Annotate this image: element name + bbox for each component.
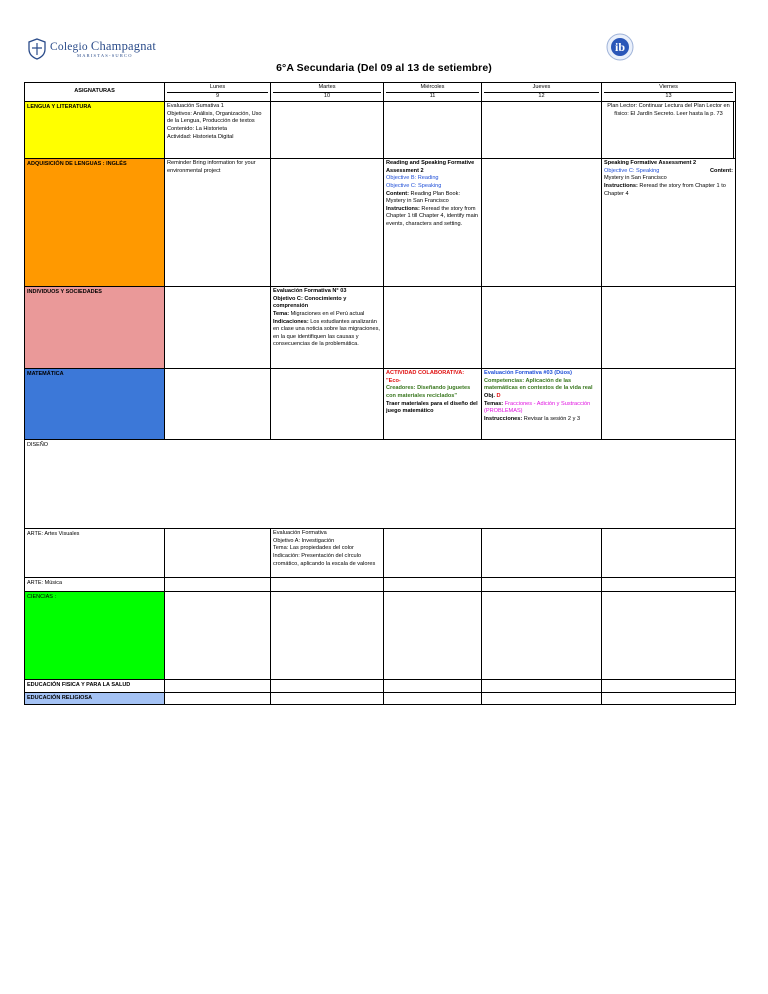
- cell-ingles-martes: [271, 159, 384, 287]
- cell-ingles-miercoles: Reading and Speaking Formative Assessment 2 Objective B: Reading Objective C: Speaking Content: Reading Plan Book: Mystery in San Francisco Instructions: Reread the story from Chapter 1 till Chapter 4, identify main events, characters and setting.: [384, 159, 482, 287]
- school-subtitle: MARISTAS-SURCO: [77, 52, 133, 58]
- row-ingles: [25, 159, 736, 287]
- cell-individuos-martes: Evaluación Formativa N° 03 Objetivo C: Conocimiento y comprensión Tema: Migraciones en el Perú actual Indicaciones: Los estudiantes analizarán en clase una noticia sobre las migraciones, en la que identifiquen las causas y consecuencias de la problemática.: [271, 287, 384, 369]
- cell-individuos-jueves: [482, 287, 602, 369]
- cell-artes-jueves: [482, 529, 602, 578]
- page-title: 6°A Secundaria (Del 09 al 13 de setiembre): [276, 62, 492, 74]
- row-ciencias: [25, 592, 736, 680]
- subject-diseno: DISEÑO: [25, 440, 736, 529]
- school-name: Colegio Champagnat: [50, 38, 157, 53]
- cell-mate-jueves: Evaluación Formativa #03 (Dúos) Competencias: Aplicación de las matemáticas en contextos de la vida real Obj. D Temas: Fracciones - Adición y Sustracción (PROBLEMAS) Instrucciones: Revisar la sesión 2 y 3: [482, 369, 602, 440]
- day-header-martes: Martes 10: [271, 83, 384, 102]
- schedule-table: [24, 82, 736, 705]
- day-header-lunes: Lunes 9: [165, 83, 271, 102]
- row-individuos: [25, 287, 736, 369]
- row-diseno: [25, 440, 736, 529]
- subject-ingles: ADQUISICIÓN DE LENGUAS : INGLÉS: [25, 159, 165, 287]
- cell-artes-lunes: [165, 529, 271, 578]
- subject-musica: ARTE: Música: [25, 578, 165, 592]
- cell-mate-viernes: [602, 369, 736, 440]
- cell-mate-martes: [271, 369, 384, 440]
- row-matematica: [25, 369, 736, 440]
- day-header-miercoles: Miércoles 11: [384, 83, 482, 102]
- cell-mate-miercoles: ACTIVIDAD COLABORATIVA: "Eco- Creadores: Diseñando juguetes con materiales reciclados" Traer materiales para el diseño del juego matemático: [384, 369, 482, 440]
- school-logo: [27, 36, 156, 62]
- row-musica: [25, 578, 736, 592]
- cell-mate-lunes: [165, 369, 271, 440]
- svg-text:ib: ib: [614, 40, 626, 54]
- subject-individuos: INDIVIDUOS Y SOCIEDADES: [25, 287, 165, 369]
- row-religiosa: [25, 692, 736, 705]
- header-row: [25, 83, 736, 102]
- day-header-viernes: Viernes 13: [602, 83, 736, 102]
- cell-lengua-jueves: [482, 102, 602, 159]
- cell-ingles-lunes: Reminder Bring information for your environmental project: [165, 159, 271, 287]
- subject-matematica: MATEMÁTICA: [25, 369, 165, 440]
- cell-individuos-miercoles: [384, 287, 482, 369]
- cell-artes-martes: Evaluación Formativa Objetivo A: Investigación Tema: Las propiedades del color Indicación: Presentación del círculo cromático, aplicando la escala de valores: [271, 529, 384, 578]
- cell-lengua-lunes: Evaluación Sumativa 1 Objetivos: Análisis, Organización, Uso de la Lengua, Producción de textos Contenido: La Historieta Actividad: Historieta Digital: [165, 102, 271, 159]
- day-header-jueves: Jueves 12: [482, 83, 602, 102]
- subject-header: ASIGNATURAS: [25, 83, 165, 102]
- cell-lengua-miercoles: [384, 102, 482, 159]
- cell-lengua-viernes: Plan Lector: Continuar Lectura del Plan Lector en físico: El Jardín Secreto. Leer hasta la p. 73: [602, 102, 736, 159]
- ib-logo-icon: [606, 33, 634, 61]
- cell-lengua-martes: [271, 102, 384, 159]
- cell-individuos-viernes: [602, 287, 736, 369]
- subject-edfisica: EDUCACIÓN FISICA Y PARA LA SALUD: [25, 680, 165, 693]
- row-edfisica: [25, 680, 736, 693]
- school-crest-icon: [27, 38, 47, 60]
- subject-ciencias: CIENCIAS :: [25, 592, 165, 680]
- subject-artes: ARTE: Artes Visuales: [25, 529, 165, 578]
- cell-ingles-jueves: [482, 159, 602, 287]
- row-artes: [25, 529, 736, 578]
- subject-religiosa: EDUCACIÓN RELIGIOSA: [25, 692, 165, 705]
- row-lengua: [25, 102, 736, 159]
- cell-individuos-lunes: [165, 287, 271, 369]
- cell-artes-viernes: [602, 529, 736, 578]
- cell-ingles-viernes: Speaking Formative Assessment 2 Objective C: Speaking Content: Mystery in San Francisco Instructions: Reread the story from Chapter 1 to Chapter 4: [602, 159, 736, 287]
- subject-lengua: LENGUA Y LITERATURA: [25, 102, 165, 159]
- cell-artes-miercoles: [384, 529, 482, 578]
